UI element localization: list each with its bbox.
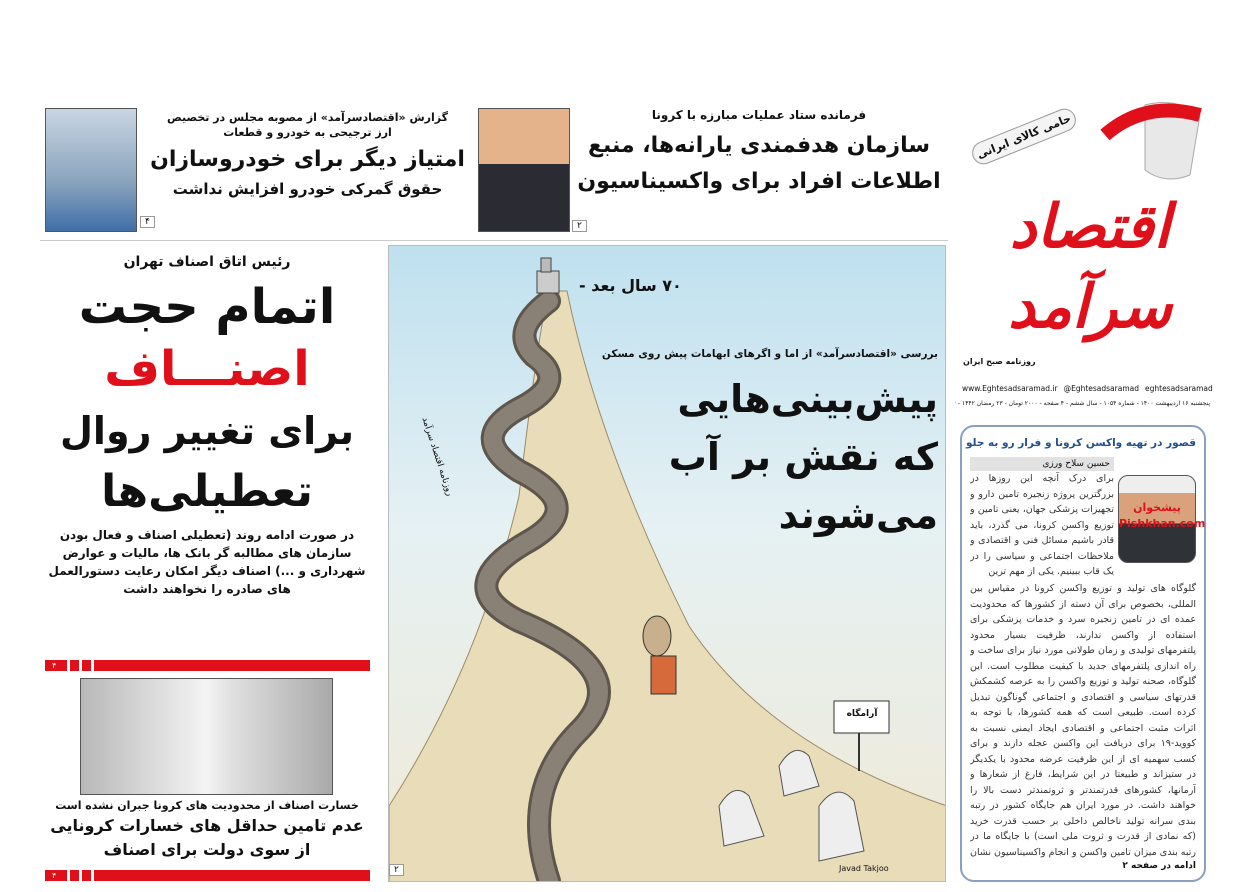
story-headline: اطلاعات افراد برای واکسیناسیون: [577, 169, 941, 194]
continued-link[interactable]: ادامه در صفحه ۲: [1122, 861, 1196, 871]
page-number: ۴: [140, 216, 155, 228]
story-kicker: خسارت اصناف از محدودیت های کرونا جبران نشده است: [55, 799, 359, 812]
cartoon-panel: [388, 245, 946, 882]
top-story-center[interactable]: [575, 108, 943, 200]
cartoon-caption: ۷۰ سال بعد -: [579, 276, 682, 295]
editorial-intro: برای درک آنچه این روزها در بزرگترین پروژه زنجیره تامین دارو و تجهیزات پزشکی جهان، یعنی تامین و توزیع واکسن کرونا، می گذرد، باید قادر باشیم مسائل فنی و اقتصادی و ملاحظات اجتماعی و سیاسی را در یک قاب ببینیم. یکی از مهم ترین: [970, 473, 1114, 577]
story-kicker: فرمانده ستاد عملیات مبارزه با کرونا: [651, 108, 867, 122]
page-number: ۴: [52, 871, 57, 880]
section-bar: [45, 660, 370, 671]
story-headline: سازمان هدفمندی یارانه‌ها، منبع: [588, 133, 930, 158]
car-factory-photo: [45, 108, 137, 232]
cartoon-road-text: روزنامه اقتصاد سرآمد: [419, 416, 455, 498]
housing-story[interactable]: [601, 348, 938, 544]
editorial-author: حسین سلاح ورزی: [970, 457, 1114, 471]
story-headline: که نقش بر آب: [668, 435, 938, 479]
story-subhead: حقوق گمرکی خودرو افزایش نداشت: [172, 180, 443, 198]
masthead-subtitle: روزنامه صبح ایران: [963, 357, 1036, 366]
section-bar: [45, 870, 370, 881]
editorial-body: گلوگاه های تولید و توزیع واکسن کرونا در مقیاس بین المللی، بخصوص برای آن دسته از کشورها که محدودیت عمده ای در تامین زنجیره سرد و خدمات پزشکی برای استفاده از واکسن ندارند، ظرفیت بسیار محدود پلتفرمهای تولیدی و زمان طولانی مورد نیاز برای ساخت و راه اندازی پلتفرمهای جدید با کیفیت مطلوب است. این گلوگاه، صحنه تولید و توزیع واکسن را به عرصه کشمکش قدرتهای سیاسی و اقتصادی و اجتماعی گوناگون تبدیل کرده است. طبیعی است که همه کشورها، با توجه به اثرات مثبت اجتماعی و اقتصادی ایجاد ایمنی نسبت به کووید-۱۹ برای دریافت این واکسن عجله دارند و برای کسب سهمیه ای از این ظرفیت عرضه محدود با یکدیگر در ستیزاند و طبیعتا در این شرایط، فارغ از شعارها و آرمانها، کشورهای قدرتمندتر و ثروتمندتر دست بالا را خواهند داشت. در مورد ایران هم جایگاه کشور در رتبه بندی سرانه تولید ناخالص داخلی بر حسب قدرت خرید (که نمادی از قدرت و ثروت ملی است) با جایگاه ما در رتبه بندی میزان تامین واکسن و انجام واکسیناسیون نشان: [970, 583, 1196, 858]
logo-text: اقتصاد سرآمد: [1008, 192, 1172, 342]
editorial-title: قصور در تهیه واکسن کرونا و فرار رو به جلو: [965, 437, 1196, 449]
story-lead: در صورت ادامه روند (تعطیلی اصناف و فعال بودن سازمان های مطالبه گر بانک ها، مالیات و عوارض شهرداری و ...) اصناف دیگر امکان رعایت دستورالعمل های صادره را نخواهند داشت: [48, 528, 366, 596]
author-photo: [1118, 475, 1206, 563]
left-column-story[interactable]: [42, 252, 372, 598]
story-headline: از سوی دولت برای اصناف: [103, 840, 311, 859]
story-headline: عدم تامین حداقل های خسارات کرونایی: [50, 816, 364, 835]
left-story-2[interactable]: [42, 798, 372, 862]
website-link[interactable]: www.Eghtesadsaramad.ir: [962, 384, 1058, 393]
story-kicker: ارز ترجیحی به خودرو و قطعات: [223, 126, 392, 139]
cartoon-sign: آرامگاه: [846, 709, 878, 719]
story-headline: می‌شوند: [778, 493, 938, 537]
story-headline: اتمام حجت: [78, 279, 336, 335]
cartoon-signature: Javad Takjoo: [839, 864, 889, 873]
page-number: ۲: [572, 220, 587, 232]
top-story-left[interactable]: [145, 110, 470, 198]
masthead-logo: [955, 95, 1225, 380]
page-number: ۲: [389, 864, 404, 876]
watermark: پیشخوان Pishkhan.com: [1119, 501, 1206, 530]
story-headline: برای تغییر روال: [59, 409, 355, 453]
slogan-badge: حامی کالای ایرانی: [969, 105, 1080, 168]
divider: [40, 240, 948, 241]
story-headline: پیش‌بینی‌هایی: [677, 377, 938, 421]
social-links: [962, 384, 1213, 393]
story-headline: امتیاز دیگر برای خودروسازان: [150, 147, 465, 172]
story-headline: تعطیلی‌ها: [101, 466, 313, 517]
story-kicker: رئیس اتاق اصناف تهران: [123, 254, 291, 270]
editorial-box[interactable]: [960, 425, 1206, 882]
telegram-handle[interactable]: @Eghtesadsaramad: [1063, 384, 1139, 393]
instagram-handle[interactable]: eghtesadsaramad: [1145, 384, 1213, 393]
page-number: ۴: [52, 661, 57, 670]
dateline: پنجشنبه ۱۶ اردیبهشت ۱۴۰۰ - شماره ۱۰۵۴ - سال ششم - ۴ صفحه - ۲۰۰۰ تومان - ۲۳ رمضان ۱۴۴۲ -: [957, 400, 1210, 407]
story-kicker: گزارش «اقتصادسرآمد» از مصوبه مجلس در تخصیص: [167, 111, 448, 124]
official-portrait-photo: [478, 108, 570, 232]
bazaar-photo: [80, 678, 333, 795]
cartoon-illustration: [389, 246, 946, 882]
story-headline-red: اصنـــاف: [104, 341, 310, 397]
story-kicker: بررسی «اقتصادسرآمد» از اما و اگرهای ابهامات پیش روی مسکن: [601, 348, 938, 360]
